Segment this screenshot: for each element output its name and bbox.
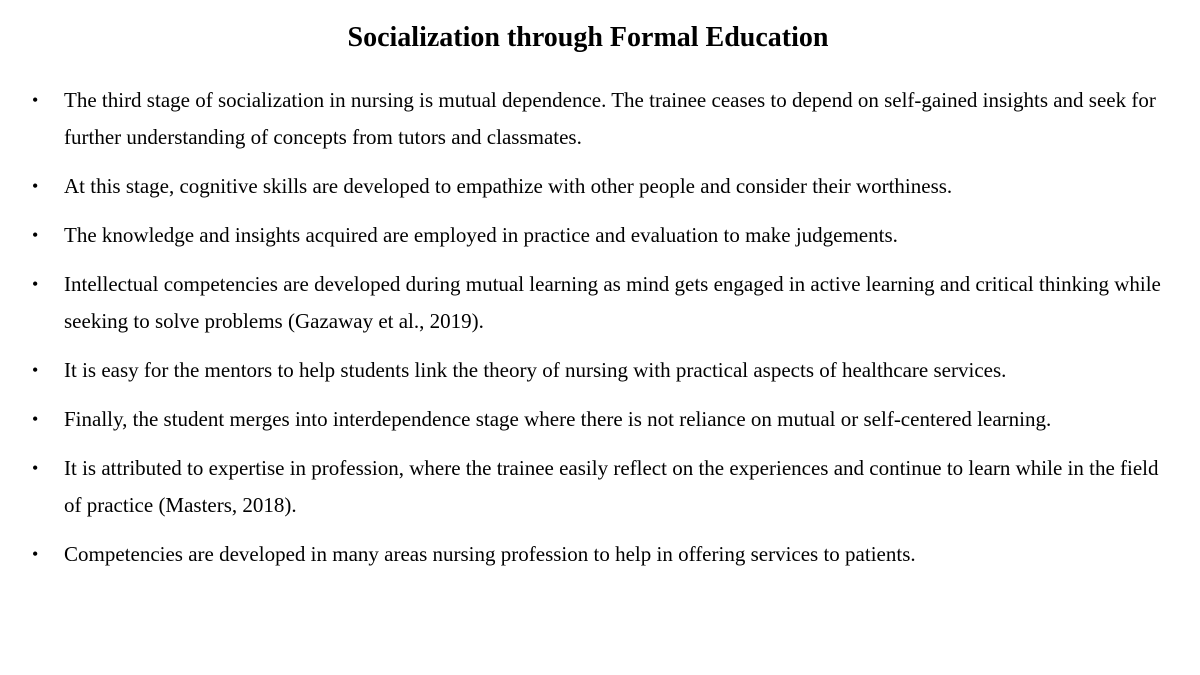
bullet-item xyxy=(30,168,1170,205)
bullet-item xyxy=(30,401,1170,438)
slide-title: Socialization through Formal Education xyxy=(347,22,829,53)
bullet-text: Intellectual competencies are developed during mutual learning as mind gets engaged in active learning and critical thinking while seeking to solve problems (Gazaway et al., 2019). xyxy=(64,272,1161,333)
bullet-icon: • xyxy=(32,360,39,380)
bullet-text: At this stage, cognitive skills are developed to empathize with other people and consider their worthiness. xyxy=(64,174,953,198)
bullet-icon: • xyxy=(32,409,39,429)
bullet-icon: • xyxy=(32,225,39,245)
bullet-icon: • xyxy=(32,458,39,478)
bullet-text: It is attributed to expertise in profession, where the trainee easily reflect on the experiences and continue to learn while in the field of practice (Masters, 2018). xyxy=(64,456,1159,517)
bullet-icon: • xyxy=(32,274,39,294)
bullet-item xyxy=(30,536,1170,573)
bullet-item xyxy=(30,450,1170,524)
bullet-text: The knowledge and insights acquired are employed in practice and evaluation to make judgements. xyxy=(64,223,898,247)
bullet-item xyxy=(30,82,1170,156)
bullet-icon: • xyxy=(32,90,39,110)
bullet-text: It is easy for the mentors to help students link the theory of nursing with practical aspects of healthcare services. xyxy=(64,358,1007,382)
bullet-item xyxy=(30,217,1170,254)
bullet-item xyxy=(30,266,1170,340)
bullet-icon: • xyxy=(32,544,39,564)
bullet-text: Finally, the student merges into interdependence stage where there is not reliance on mutual or self-centered learning. xyxy=(64,407,1052,431)
bullet-text: The third stage of socialization in nursing is mutual dependence. The trainee ceases to depend on self-gained insights and seek for further understanding of concepts from tutors and classmates. xyxy=(64,88,1156,149)
bullet-text: Competencies are developed in many areas nursing profession to help in offering services to patients. xyxy=(64,542,916,566)
bullet-list xyxy=(30,82,1170,585)
bullet-item xyxy=(30,352,1170,389)
bullet-icon: • xyxy=(32,176,39,196)
